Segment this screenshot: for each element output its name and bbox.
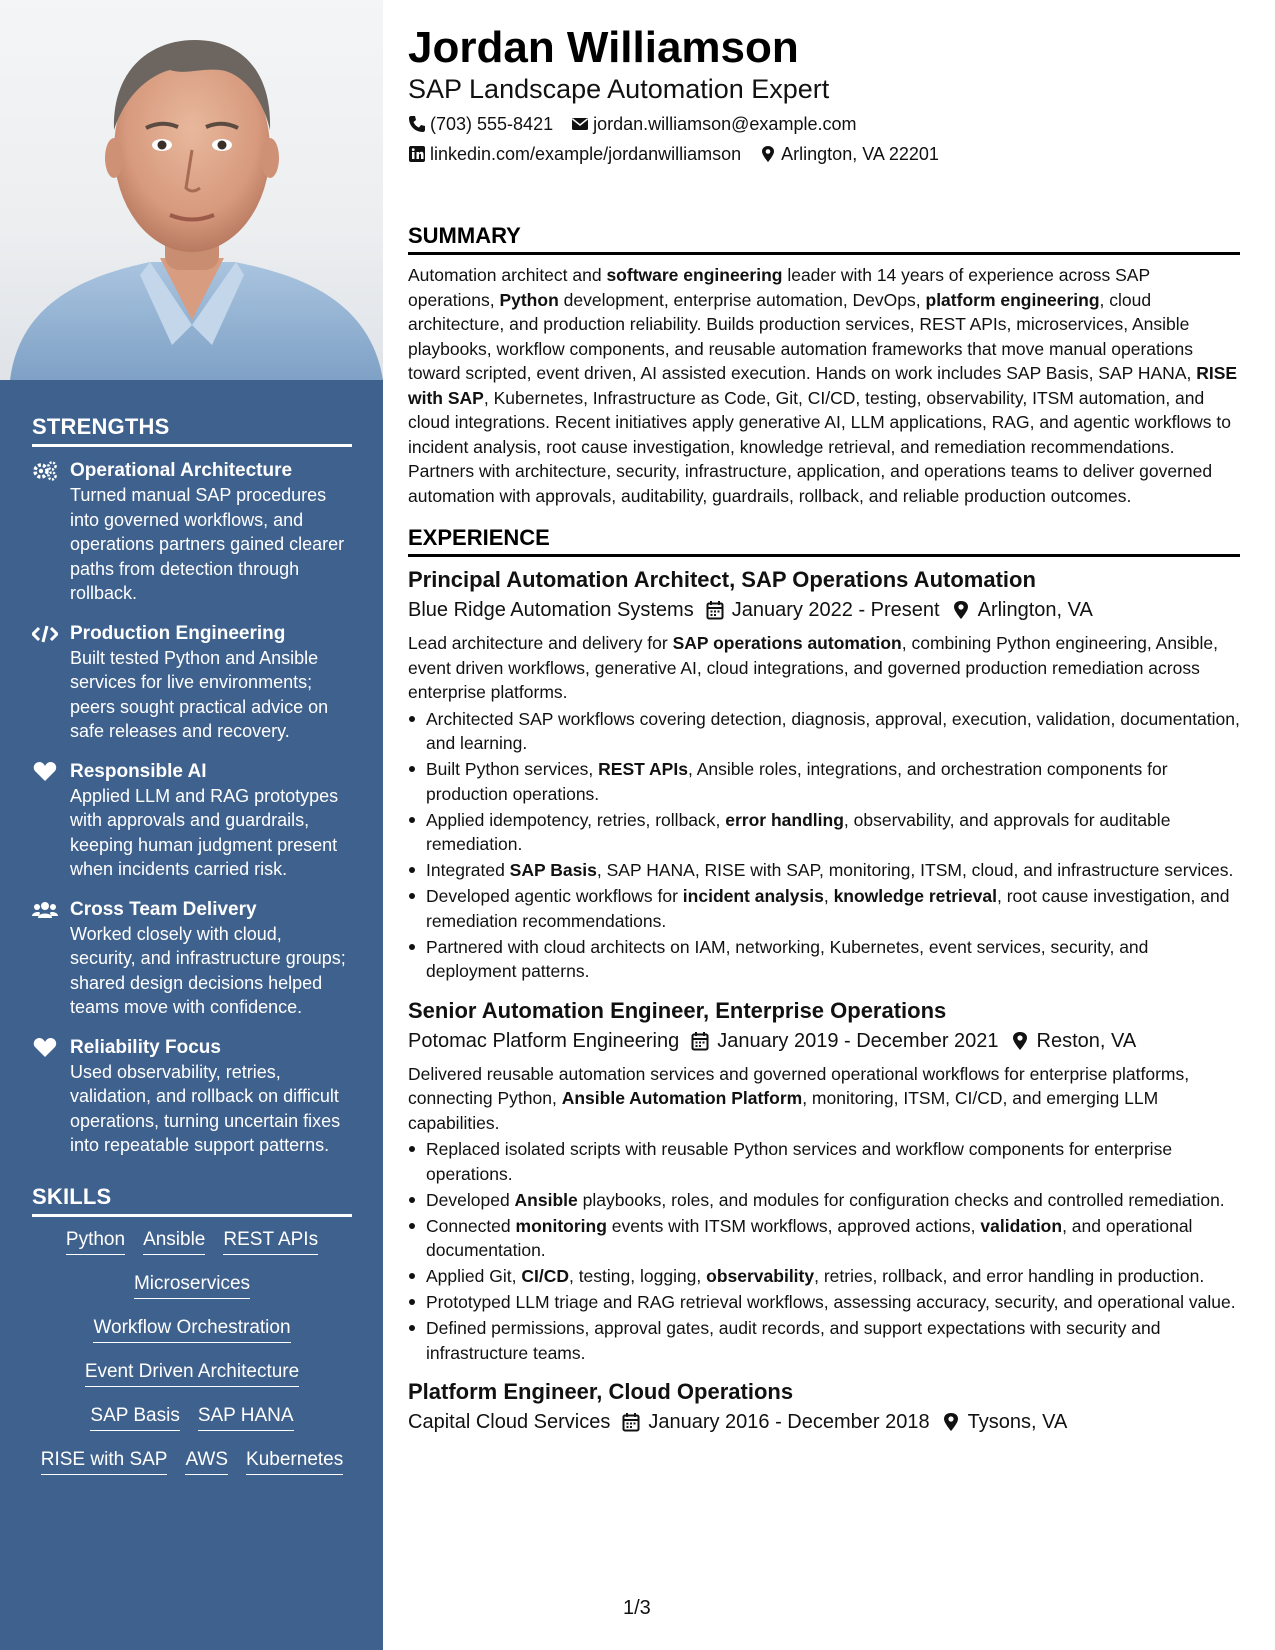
strength-item bbox=[32, 898, 352, 1020]
linkedin-link[interactable]: linkedin.com/example/jordanwilliamson bbox=[430, 144, 742, 164]
list-item: Architected SAP workflows covering detection, diagnosis, approval, execution, validation, documentation, and learning. bbox=[408, 707, 1240, 756]
portrait-image bbox=[0, 0, 383, 380]
job-meta bbox=[408, 1026, 1240, 1056]
list-item: Developed agentic workflows for incident analysis, knowledge retrieval, root cause investigation, and remediation recommendations. bbox=[408, 884, 1240, 933]
skill-row bbox=[32, 1227, 352, 1255]
skills-heading: SKILLS bbox=[32, 1184, 352, 1217]
sidebar bbox=[0, 0, 383, 1650]
strength-title: Operational Architecture bbox=[70, 460, 293, 481]
job-meta bbox=[408, 1407, 1240, 1437]
skill-tag: AWS bbox=[185, 1447, 228, 1475]
job-entry bbox=[408, 996, 1240, 1366]
skill-tag: Event Driven Architecture bbox=[85, 1359, 299, 1387]
gears-icon bbox=[32, 460, 58, 482]
map-pin-icon bbox=[1011, 1031, 1029, 1051]
strength-item bbox=[32, 760, 352, 882]
strength-item bbox=[32, 459, 352, 606]
skill-row bbox=[32, 1271, 352, 1299]
list-item: Built Python services, REST APIs, Ansible roles, integrations, and orchestration components for production operations. bbox=[408, 757, 1240, 806]
page-number: 1/3 bbox=[623, 1597, 651, 1619]
summary-heading: SUMMARY bbox=[408, 222, 1240, 255]
skill-row bbox=[32, 1315, 352, 1343]
location-contact bbox=[759, 142, 939, 166]
code-icon bbox=[32, 623, 58, 645]
job-entry bbox=[408, 565, 1240, 984]
job-location: Reston, VA bbox=[1011, 1026, 1137, 1056]
experience-heading: EXPERIENCE bbox=[408, 524, 1240, 557]
job-entry bbox=[408, 1377, 1240, 1437]
list-item: Applied Git, CI/CD, testing, logging, observability, retries, rollback, and error handling in production. bbox=[408, 1264, 1240, 1289]
skill-row bbox=[32, 1403, 352, 1431]
list-item: Applied idempotency, retries, rollback, error handling, observability, and approvals for auditable remediation. bbox=[408, 808, 1240, 857]
job-dates: January 2016 - December 2018 bbox=[622, 1407, 929, 1437]
company-name: Capital Cloud Services bbox=[408, 1411, 611, 1433]
skill-tag: Microservices bbox=[134, 1271, 250, 1299]
job-intro: Delivered reusable automation services and governed operational workflows for enterprise platforms, connecting Python, Ansible Automation Platform, monitoring, ITSM, CI/CD, and emerging LLM capabilities. bbox=[408, 1063, 1190, 1133]
skill-tag: SAP Basis bbox=[90, 1403, 179, 1431]
candidate-name: Jordan Williamson bbox=[408, 23, 799, 72]
strength-desc: Applied LLM and RAG prototypes with approvals and guardrails, keeping human judgment present when incidents carried risk. bbox=[70, 785, 339, 879]
strength-desc: Used observability, retries, validation, and rollback on difficult operations, turning uncertain fixes into repeatable support patterns. bbox=[70, 1061, 341, 1155]
strength-item bbox=[32, 1036, 352, 1158]
job-bullets bbox=[408, 1137, 1240, 1365]
skill-tag: RISE with SAP bbox=[41, 1447, 168, 1475]
linkedin-icon bbox=[408, 145, 426, 163]
phone-contact bbox=[408, 112, 553, 136]
calendar-icon bbox=[691, 1031, 709, 1051]
job-meta bbox=[408, 595, 1240, 625]
skill-tag: Workflow Orchestration bbox=[93, 1315, 290, 1343]
job-dates: January 2019 - December 2021 bbox=[691, 1026, 998, 1056]
job-bullets bbox=[408, 707, 1240, 984]
strength-desc: Built tested Python and Ansible services for live environments; peers sought practical advice on safe releases and recovery. bbox=[70, 647, 329, 741]
main-content bbox=[408, 22, 1240, 1449]
calendar-icon bbox=[622, 1412, 640, 1432]
strengths-heading: STRENGTHS bbox=[32, 414, 352, 447]
profile-photo bbox=[0, 0, 383, 380]
list-item: Partnered with cloud architects on IAM, networking, Kubernetes, event services, security, and deployment patterns. bbox=[408, 935, 1240, 984]
heart-icon bbox=[32, 761, 58, 783]
job-dates: January 2022 - Present bbox=[706, 595, 940, 625]
job-location: Arlington, VA bbox=[952, 595, 1093, 625]
email-contact[interactable] bbox=[571, 112, 856, 136]
users-icon bbox=[32, 899, 58, 921]
skill-tag: Ansible bbox=[143, 1227, 205, 1255]
job-intro: Lead architecture and delivery for SAP operations automation, combining Python engineering, Ansible, event driven workflows, generative AI, cloud integrations, and governed production remediation across enterprise platforms. bbox=[408, 633, 1218, 702]
strength-desc: Worked closely with cloud, security, and infrastructure groups; shared design decisions helped teams move with confidence. bbox=[70, 923, 346, 1017]
list-item: Connected monitoring events with ITSM workflows, approved actions, validation, and operational documentation. bbox=[408, 1214, 1240, 1263]
contact-line bbox=[408, 142, 1240, 166]
location-text: Arlington, VA 22201 bbox=[781, 144, 939, 164]
phone-icon bbox=[408, 115, 426, 133]
phone-text: (703) 555-8421 bbox=[430, 114, 554, 134]
skill-tag: Python bbox=[66, 1227, 125, 1255]
strength-item bbox=[32, 622, 352, 744]
company-name: Blue Ridge Automation Systems bbox=[408, 599, 694, 621]
list-item: Developed Ansible playbooks, roles, and modules for configuration checks and controlled remediation. bbox=[408, 1188, 1240, 1213]
experience-section bbox=[408, 524, 1240, 1437]
sidebar-content bbox=[32, 414, 352, 1491]
strength-title: Production Engineering bbox=[70, 622, 286, 644]
strength-title: Responsible AI bbox=[70, 760, 207, 782]
summary-section bbox=[408, 222, 1240, 508]
list-item: Prototyped LLM triage and RAG retrieval workflows, assessing accuracy, security, and operational value. bbox=[408, 1290, 1240, 1315]
candidate-role: SAP Landscape Automation Expert bbox=[408, 74, 830, 104]
job-location: Tysons, VA bbox=[942, 1407, 1068, 1437]
skill-tag: Kubernetes bbox=[246, 1447, 343, 1475]
skill-row bbox=[32, 1447, 352, 1475]
map-pin-icon bbox=[952, 600, 970, 620]
job-title: Platform Engineer, Cloud Operations bbox=[408, 1379, 794, 1404]
strength-title: Cross Team Delivery bbox=[70, 898, 257, 920]
summary-text: Automation architect and software engineering leader with 14 years of experience across SAP operations, Python development, enterprise automation, DevOps, platform engineering, cloud architecture, and production reliability. Builds production services, REST APIs, microservices, Ansible playbooks, workflow components, and reusable automation frameworks that move manual operations toward scripted, event driven, AI assisted execution. Hands on work includes SAP Basis, SAP HANA, RISE with SAP, Kubernetes, Infrastructure as Code, Git, CI/CD, testing, observability, ITSM automation, and cloud integrations. Recent initiatives apply generative AI, LLM applications, RAG, and agentic workflows to incident analysis, root cause investigation, knowledge retrieval, and remediation recommendations. Partners with architecture, security, infrastructure, application, and operations teams to deliver governed automation with approvals, auditability, guardrails, rollback, and reliable production outcomes. bbox=[408, 265, 1238, 506]
strength-desc: Turned manual SAP procedures into governed workflows, and operations partners gained clearer paths from detection through rollback. bbox=[70, 485, 345, 603]
envelope-icon bbox=[571, 115, 589, 133]
list-item: Replaced isolated scripts with reusable Python services and workflow components for enterprise operations. bbox=[408, 1137, 1240, 1186]
company-name: Potomac Platform Engineering bbox=[408, 1029, 680, 1052]
skill-tag: SAP HANA bbox=[198, 1403, 294, 1431]
email-link[interactable]: jordan.williamson@example.com bbox=[593, 114, 857, 134]
skill-tag: REST APIs bbox=[223, 1227, 318, 1255]
list-item: Integrated SAP Basis, SAP HANA, RISE with SAP, monitoring, ITSM, cloud, and infrastructure services. bbox=[408, 858, 1240, 883]
calendar-icon bbox=[706, 600, 724, 620]
heart-icon bbox=[32, 1037, 58, 1059]
linkedin-contact[interactable] bbox=[408, 142, 741, 166]
job-title: Principal Automation Architect, SAP Operations Automation bbox=[408, 567, 1036, 592]
contact-line bbox=[408, 112, 1240, 136]
list-item: Defined permissions, approval gates, audit records, and support expectations with security and infrastructure teams. bbox=[408, 1316, 1240, 1365]
map-pin-icon bbox=[942, 1412, 960, 1432]
map-pin-icon bbox=[759, 145, 777, 163]
strength-title: Reliability Focus bbox=[70, 1036, 221, 1058]
skill-row bbox=[32, 1359, 352, 1387]
job-title: Senior Automation Engineer, Enterprise Operations bbox=[408, 997, 947, 1023]
